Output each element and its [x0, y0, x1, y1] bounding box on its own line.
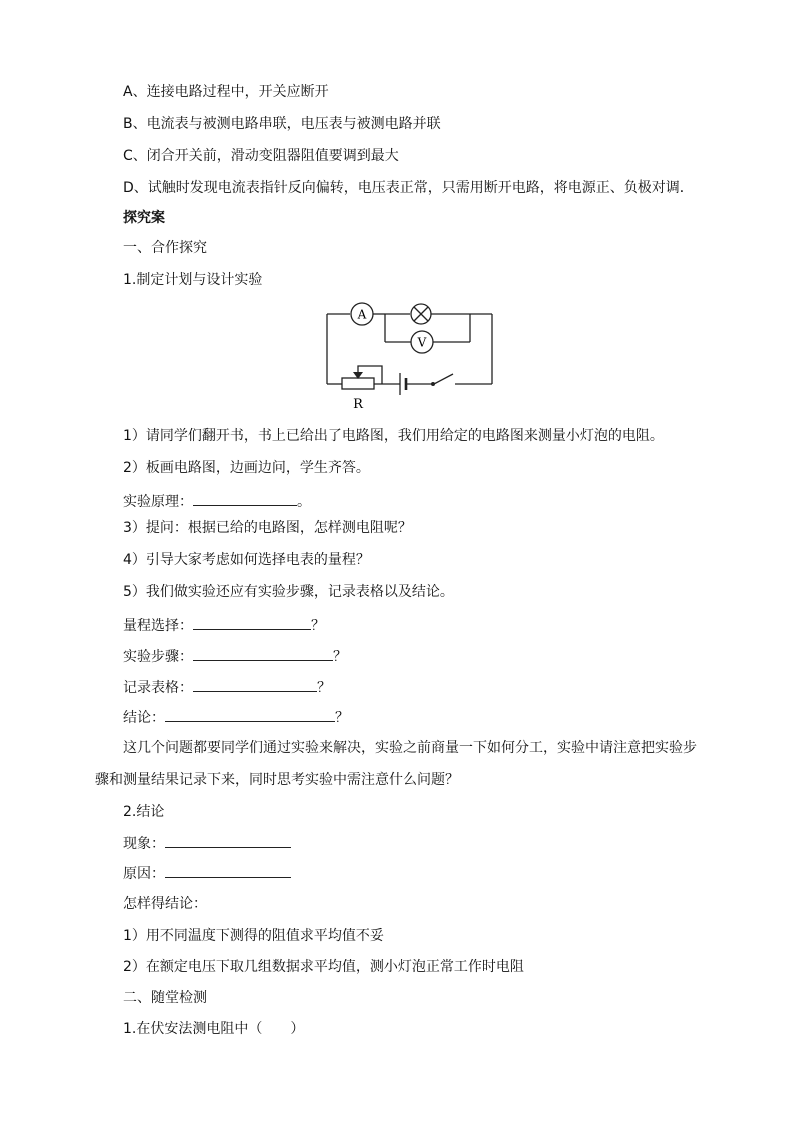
step-2: 2）板画电路图，边画边问，学生齐答。: [123, 460, 370, 476]
option-b: B、电流表与被测电路串联，电压表与被测电路并联: [123, 116, 441, 132]
fill-conclusion: [123, 706, 349, 728]
fill-table: [123, 676, 331, 698]
fill-table-end: ？: [317, 680, 331, 696]
fill-range-label: 量程选择：: [123, 618, 193, 634]
reason-line: [123, 862, 291, 884]
reason-label: 原因：: [123, 866, 165, 882]
step-5: 5）我们做实验还应有实验步骤，记录表格以及结论。: [123, 584, 454, 600]
fill-conclusion-end: ？: [335, 710, 349, 726]
part1-heading: 一、合作探究: [123, 240, 207, 256]
fill-table-label: 记录表格：: [123, 680, 193, 696]
switch-contact: [431, 382, 435, 386]
ammeter-label: A: [357, 307, 367, 322]
fill-range-end: ？: [311, 618, 325, 634]
fill-conclusion-label: 结论：: [123, 710, 165, 726]
principle-end: 。: [297, 494, 311, 510]
fill-steps: [123, 645, 347, 667]
fill-range-blank[interactable]: [193, 614, 311, 630]
switch-lever: [434, 374, 453, 384]
reason-blank[interactable]: [165, 862, 291, 878]
part2-heading: 二、随堂检测: [123, 990, 207, 1006]
section-title: 探究案: [123, 210, 165, 226]
principle-line: [123, 490, 311, 512]
how-label: 怎样得结论：: [123, 896, 207, 912]
fill-table-blank[interactable]: [193, 676, 317, 692]
fill-steps-end: ？: [333, 649, 347, 665]
question-1: 1.在伏安法测电阻中（ ）: [123, 1021, 305, 1037]
step-1: 1）请同学们翻开书，书上已给出了电路图，我们用给定的电路图来测量小灯泡的电阻。: [123, 428, 664, 444]
subheading-plan: 1.制定计划与设计实验: [123, 272, 263, 288]
how-item-1: 1）用不同温度下测得的阻值求平均值不妥: [123, 928, 384, 944]
option-a: A、连接电路过程中，开关应断开: [123, 84, 329, 100]
step-4: 4）引导大家考虑如何选择电表的量程？: [123, 552, 370, 568]
phenomenon-line: [123, 832, 291, 854]
fill-steps-blank[interactable]: [193, 645, 333, 661]
principle-label: 实验原理：: [123, 494, 193, 510]
subheading-conclusion: 2.结论: [123, 804, 165, 820]
paragraph-line-2: 骤和测量结果记录下来，同时思考实验中需注意什么问题？: [95, 772, 459, 788]
rheostat-label: R: [353, 397, 363, 412]
fill-range: [123, 614, 325, 636]
fill-conclusion-blank[interactable]: [165, 706, 335, 722]
paragraph-line-1: 这几个问题都要同学们通过实验来解决，实验之前商量一下如何分工，实验中请注意把实验步: [123, 740, 697, 756]
how-item-2: 2）在额定电压下取几组数据求平均值，测小灯泡正常工作时电阻: [123, 959, 524, 975]
phenomenon-blank[interactable]: [165, 832, 291, 848]
rheostat-symbol: [342, 378, 374, 389]
step-3: 3）提问：根据已给的电路图，怎样测电阻呢？: [123, 520, 412, 536]
phenomenon-label: 现象：: [123, 836, 165, 852]
fill-steps-label: 实验步骤：: [123, 649, 193, 665]
principle-blank[interactable]: [193, 490, 297, 506]
circuit-diagram: [320, 300, 500, 412]
option-d: D、试触时发现电流表指针反向偏转，电压表正常，只需用断开电路，将电源正、负极对调．: [123, 180, 694, 196]
option-c: C、闭合开关前，滑动变阻器阻值要调到最大: [123, 148, 399, 164]
voltmeter-label: V: [417, 335, 427, 350]
